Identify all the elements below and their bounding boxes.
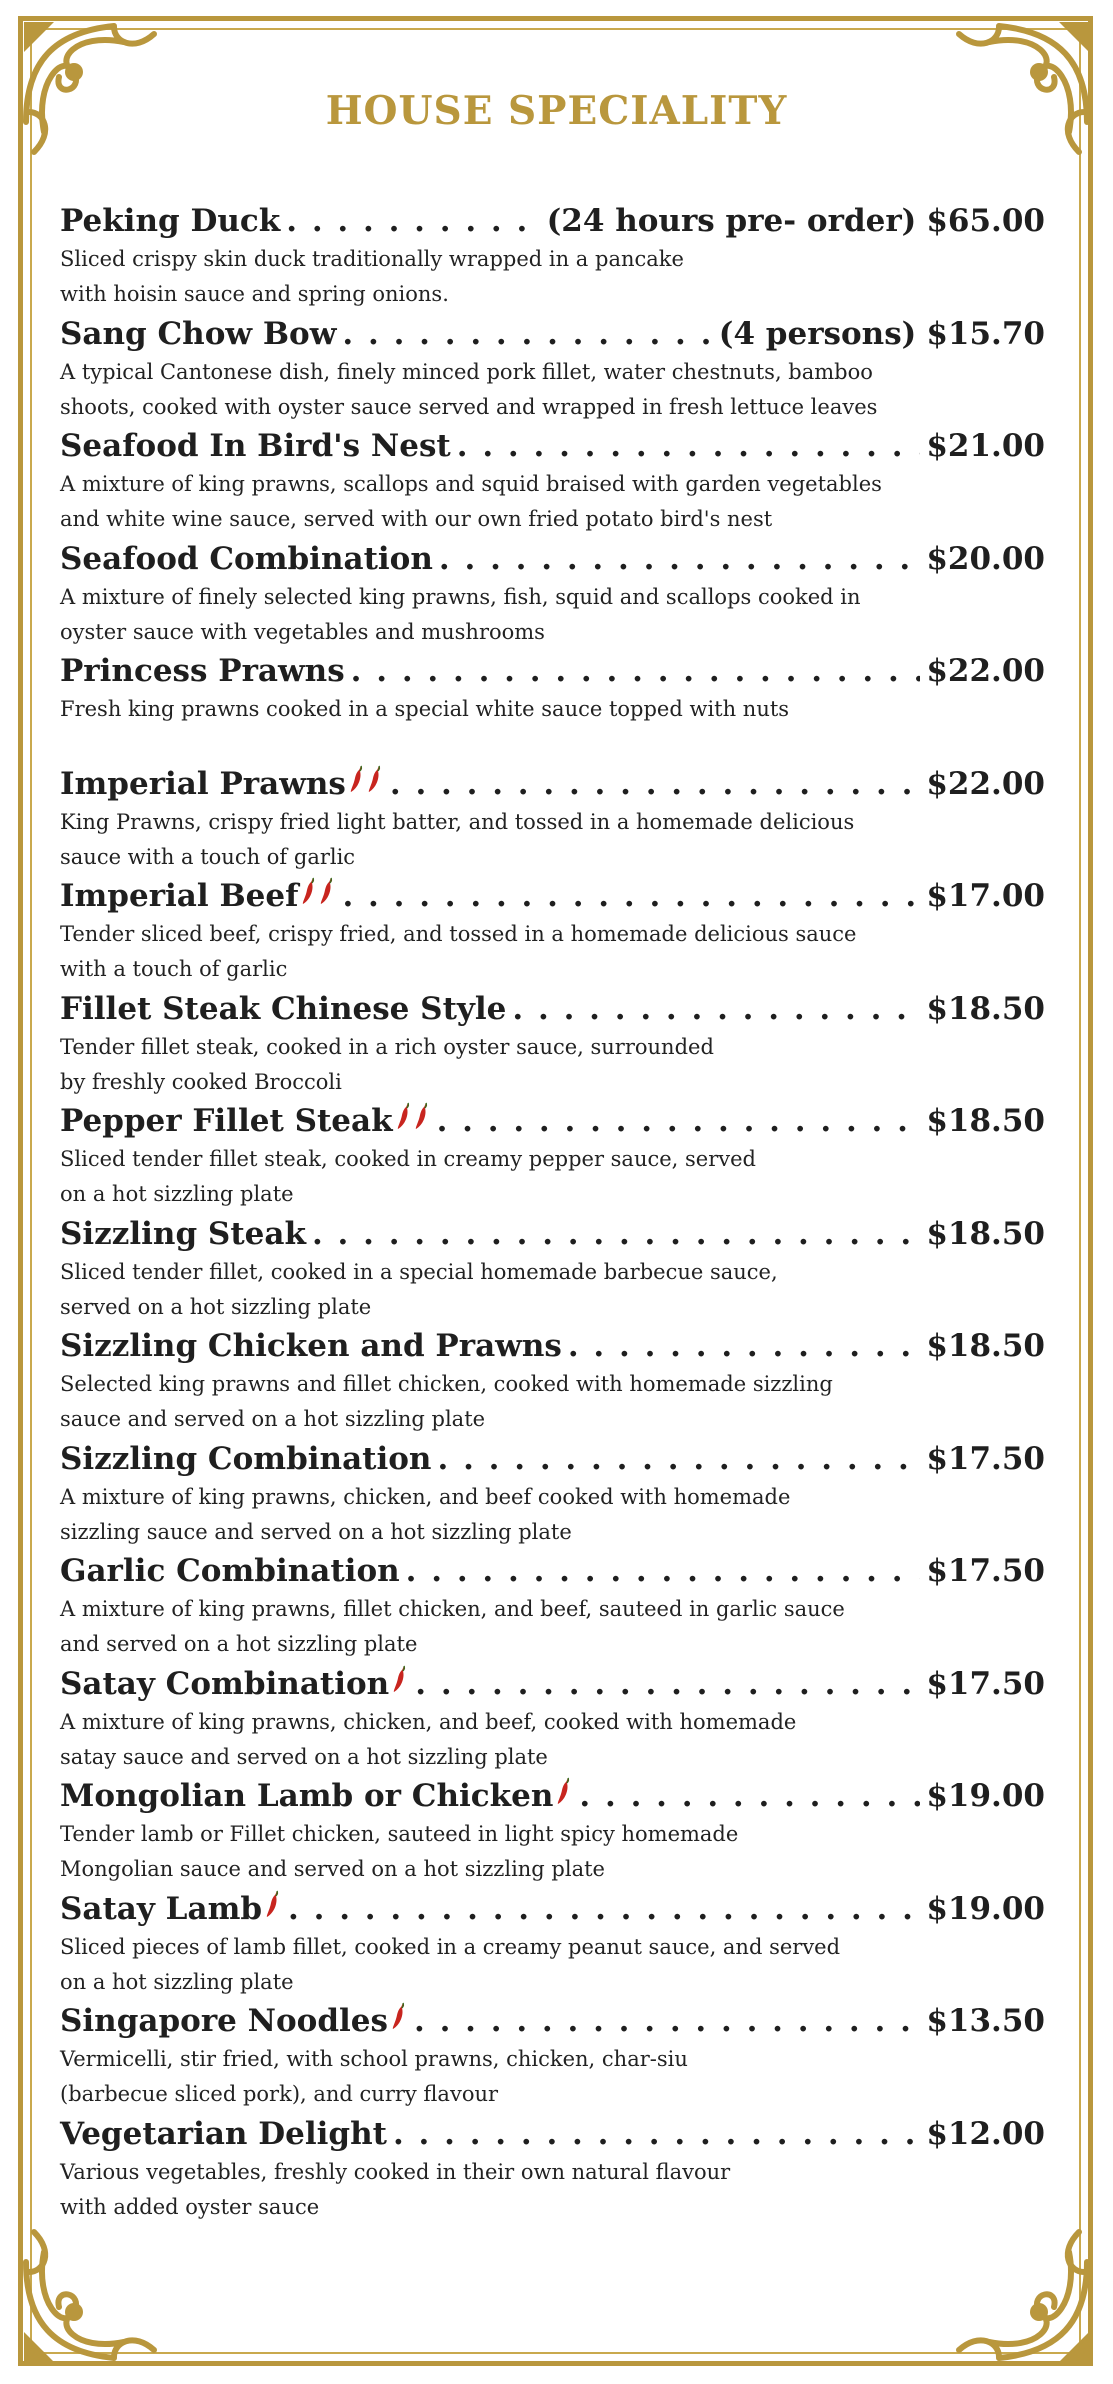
menu-item: [60, 1438, 1045, 1551]
dot-leader: [439, 538, 920, 580]
dot-leader: [568, 1325, 921, 1367]
menu-item-description: A typical Cantonese dish, finely minced pork fillet, water chestnuts, bamboo shoots, cooked with oyster sauce served and wrapped in fresh lettuce leaves: [60, 359, 878, 419]
menu-item: [60, 1550, 1045, 1663]
menu-item-description: Sliced crispy skin duck traditionally wrapped in a pancake with hoisin sauce and spring onions.: [60, 247, 684, 306]
dot-leader: [437, 1438, 920, 1480]
dot-leader: [457, 425, 921, 467]
chili-icon: [413, 1101, 431, 1131]
corner-ornament-bottom-left: [14, 2222, 164, 2372]
menu-item-description: A mixture of king prawns, fillet chicken, and beef, sauteed in garlic sauce and served on a hot sizzling plate: [60, 1597, 845, 1656]
menu-item-description: A mixture of king prawns, scallops and squid braised with garden vegetables and white wine sauce, served with our own fried potato bird's nest: [60, 472, 882, 531]
menu-item-header: [60, 1663, 1045, 1705]
menu-item-header: [60, 1888, 1045, 1930]
menu-item-header: [60, 2000, 1045, 2042]
menu-item-price: $65.00: [926, 203, 1045, 239]
menu-item-header: [60, 1325, 1045, 1367]
menu-item: [60, 538, 1045, 651]
chili-icons: [390, 2001, 408, 2031]
menu-item-header: [60, 650, 1045, 692]
menu-item-price: $15.70: [926, 315, 1045, 352]
menu-item-header: [60, 875, 1045, 917]
menu-item: [60, 650, 1045, 763]
menu-item-name: Seafood Combination: [60, 540, 433, 577]
menu-item-price: $22.00: [926, 653, 1045, 689]
dot-leader: [312, 1213, 920, 1255]
dot-leader: [286, 200, 540, 242]
menu-item-price: $18.50: [926, 1215, 1045, 1252]
menu-item-description: Sliced tender fillet, cooked in a special homemade barbecue sauce, served on a hot sizzling plate: [60, 1259, 778, 1319]
dot-leader: [579, 1775, 920, 1817]
menu-item-description: King Prawns, crispy fried light batter, and tossed in a homemade delicious sauce with a touch of garlic: [60, 809, 855, 869]
menu-item-description: A mixture of finely selected king prawns, fish, squid and scallops cooked in oyster sauce with vegetables and mushrooms: [60, 584, 861, 644]
chili-icon: [348, 764, 366, 794]
menu-item: [60, 425, 1045, 538]
menu-item-name: Imperial Beef: [60, 878, 299, 914]
menu-item-description: A mixture of king prawns, chicken, and beef, cooked with homemade satay sauce and served on a hot sizzling plate: [60, 1709, 797, 1769]
menu-item-header: [60, 200, 1045, 242]
menu-item-name: Vegetarian Delight: [60, 2115, 387, 2152]
menu-item-name: Singapore Noodles: [60, 2003, 388, 2039]
menu-item-header: [60, 425, 1045, 467]
dot-leader: [437, 1100, 921, 1142]
menu-item-description: Tender lamb or Fillet chicken, sauteed in light spicy homemade Mongolian sauce and served on a hot sizzling plate: [60, 1822, 739, 1881]
chili-icon: [300, 876, 318, 906]
menu-item-header: [60, 1213, 1045, 1255]
menu-item-price: $13.50: [926, 2003, 1045, 2039]
menu-item-header: [60, 1775, 1045, 1817]
menu-item-header: [60, 763, 1045, 805]
chili-icons: [300, 876, 336, 906]
menu-item-price: $22.00: [926, 765, 1045, 802]
menu-item-price: $17.50: [926, 1553, 1045, 1589]
menu-item-header: [60, 2113, 1045, 2155]
dot-leader: [512, 988, 920, 1030]
menu-item-name: Fillet Steak Chinese Style: [60, 990, 507, 1027]
menu-item: [60, 1775, 1045, 1888]
menu-item-name: Garlic Combination: [60, 1553, 400, 1589]
menu-item-price: $20.00: [926, 540, 1045, 577]
menu-item-price: $18.50: [926, 1328, 1045, 1364]
dot-leader: [342, 875, 920, 917]
chili-icons: [395, 1101, 431, 1131]
menu-item: [60, 1663, 1045, 1776]
menu-item: [60, 1100, 1045, 1213]
menu-item-description: Sliced pieces of lamb fillet, cooked in a creamy peanut sauce, and served on a hot sizzling plate: [60, 1934, 841, 1994]
menu-item-price: $21.00: [926, 428, 1045, 464]
menu-item-header: [60, 313, 1045, 355]
dot-leader: [342, 313, 712, 355]
menu-item-note: (24 hours pre- order): [546, 203, 917, 239]
menu-item: [60, 988, 1045, 1101]
menu-item-name: Mongolian Lamb or Chicken: [60, 1778, 554, 1814]
menu-item-description: Selected king prawns and fillet chicken, cooked with homemade sizzling sauce and served on a hot sizzling plate: [60, 1372, 833, 1431]
menu-item-header: [60, 538, 1045, 580]
menu-item-name: Sizzling Steak: [60, 1215, 306, 1252]
menu-item-name: Satay Lamb: [60, 1890, 263, 1927]
menu-item-price: $18.50: [926, 1103, 1045, 1139]
corner-ornament-top-right: [949, 12, 1099, 162]
chili-icon: [390, 2001, 408, 2031]
dot-leader: [406, 1550, 921, 1592]
menu-item: [60, 763, 1045, 876]
dot-leader: [288, 1888, 920, 1930]
page-title: HOUSE SPECIALITY: [325, 88, 788, 134]
menu-list: [60, 200, 1045, 2225]
menu-item-price: $17.50: [926, 1440, 1045, 1477]
menu-item-header: [60, 1438, 1045, 1480]
menu-item-name: Sizzling Chicken and Prawns: [60, 1328, 562, 1364]
chili-icons: [391, 1664, 409, 1694]
menu-item: [60, 2113, 1045, 2226]
menu-item-description: Sliced tender fillet steak, cooked in creamy pepper sauce, served on a hot sizzling plate: [60, 1147, 756, 1206]
menu-item-name: Princess Prawns: [60, 653, 345, 689]
menu-item-price: $17.50: [926, 1665, 1045, 1702]
dot-leader: [351, 650, 921, 692]
menu-item-price: $17.00: [926, 878, 1045, 914]
dot-leader: [393, 2113, 920, 2155]
menu-item-description: Tender sliced beef, crispy fried, and tossed in a homemade delicious sauce with a touch of garlic: [60, 922, 857, 981]
menu-item-header: [60, 988, 1045, 1030]
chili-icons: [264, 1889, 282, 1919]
chili-icon: [391, 1664, 409, 1694]
menu-item-name: Sizzling Combination: [60, 1440, 432, 1477]
menu-item: [60, 1888, 1045, 2001]
menu-item-description: Fresh king prawns cooked in a special white sauce topped with nuts: [60, 697, 790, 721]
menu-item: [60, 1325, 1045, 1438]
chili-icons: [348, 764, 384, 794]
menu-item: [60, 875, 1045, 988]
menu-item-name: Imperial Prawns: [60, 765, 346, 802]
chili-icon: [395, 1101, 413, 1131]
menu-item-description: Vermicelli, stir fried, with school prawns, chicken, char-siu (barbecue sliced pork), and curry flavour: [60, 2047, 688, 2106]
menu-item-name: Peking Duck: [60, 203, 281, 239]
corner-ornament-bottom-right: [949, 2222, 1099, 2372]
chili-icon: [264, 1889, 282, 1919]
corner-ornament-top-left: [14, 12, 164, 162]
menu-item-price: $18.50: [926, 990, 1045, 1027]
dot-leader: [414, 2000, 920, 2042]
menu-item-description: Various vegetables, freshly cooked in their own natural flavour with added oyster sauce: [60, 2159, 731, 2219]
menu-item-name: Pepper Fillet Steak: [60, 1103, 393, 1139]
chili-icon: [318, 876, 336, 906]
menu-item-header: [60, 1550, 1045, 1592]
menu-item-name: Satay Combination: [60, 1665, 390, 1702]
menu-item-description: A mixture of king prawns, chicken, and beef cooked with homemade sizzling sauce and served on a hot sizzling plate: [60, 1484, 791, 1544]
chili-icons: [555, 1776, 573, 1806]
menu-item-name: Seafood In Bird's Nest: [60, 428, 451, 464]
chili-icon: [555, 1776, 573, 1806]
menu-item-header: [60, 1100, 1045, 1142]
menu-item: [60, 1213, 1045, 1326]
menu-item-description: Tender fillet steak, cooked in a rich oyster sauce, surrounded by freshly cooked Broccoli: [60, 1034, 714, 1094]
dot-leader: [390, 763, 920, 805]
menu-item-price: $12.00: [926, 2115, 1045, 2152]
menu-item: [60, 2000, 1045, 2113]
menu-item-name: Sang Chow Bow: [60, 315, 337, 352]
menu-item: [60, 313, 1045, 426]
chili-icon: [366, 764, 384, 794]
menu-item-price: $19.00: [926, 1778, 1045, 1814]
menu-item: [60, 200, 1045, 313]
menu-item-note: (4 persons): [718, 315, 917, 352]
menu-item-price: $19.00: [926, 1890, 1045, 1927]
dot-leader: [415, 1663, 920, 1705]
